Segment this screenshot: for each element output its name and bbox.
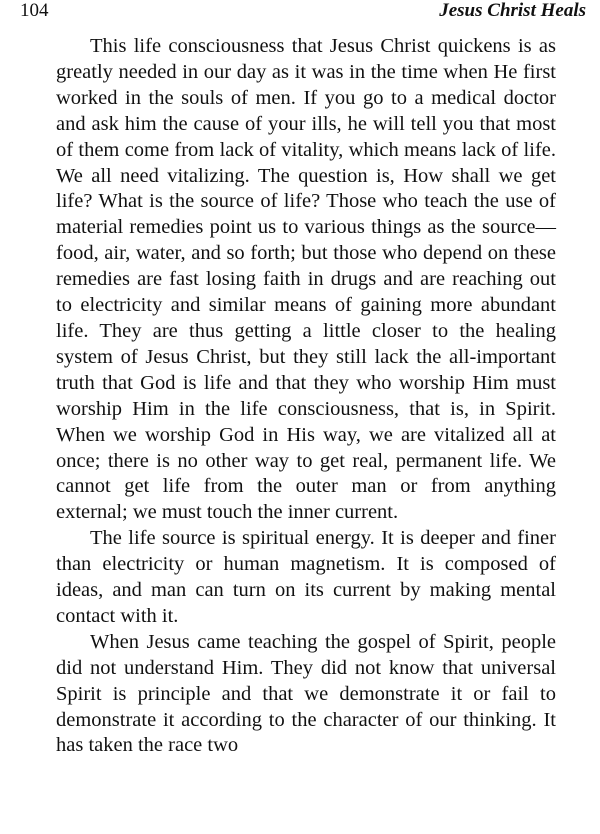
running-title: Jesus Christ Heals	[439, 0, 586, 21]
paragraph-1: This life consciousness that Jesus Christ quickens is as greatly needed in our day as it was in the time when He first worked in the souls of men. If you go to a medical doctor and ask him the cause of your ills, he will tell you that most of them come from lack of vitality, which means lack of life. We all need vitalizing. The question is, How shall we get life? What is the source of life? Those who teach the use of material remedies point us to various things as the source—food, air, water, and so forth; but those who depend on these remedies are fast losing faith in drugs and are reaching out to electricity and similar means of gaining more abundant life. They are thus getting a little closer to the healing system of Jesus Christ, but they still lack the all-important truth that God is life and that they who worship Him must worship Him in the life consciousness, that is, in Spirit. When we worship God in His way, we are vitalized all at once; there is no other way to get real, permanent life. We cannot get life from the outer man or from anything external; we must touch the inner current.	[56, 35, 556, 524]
running-head	[20, 0, 586, 22]
paragraph-3: When Jesus came teaching the gospel of Spirit, people did not understand Him. They did not know that universal Spirit is principle and that we demonstrate it or fail to demonstrate it according to the character of our thinking. It has taken the race two	[56, 630, 556, 757]
paragraph-2: The life source is spiritual energy. It is deeper and finer than electricity or human magnetism. It is composed of ideas, and man can turn on its current by making mental contact with it.	[56, 527, 556, 627]
body-text	[56, 34, 556, 759]
page-number: 104	[20, 0, 49, 21]
